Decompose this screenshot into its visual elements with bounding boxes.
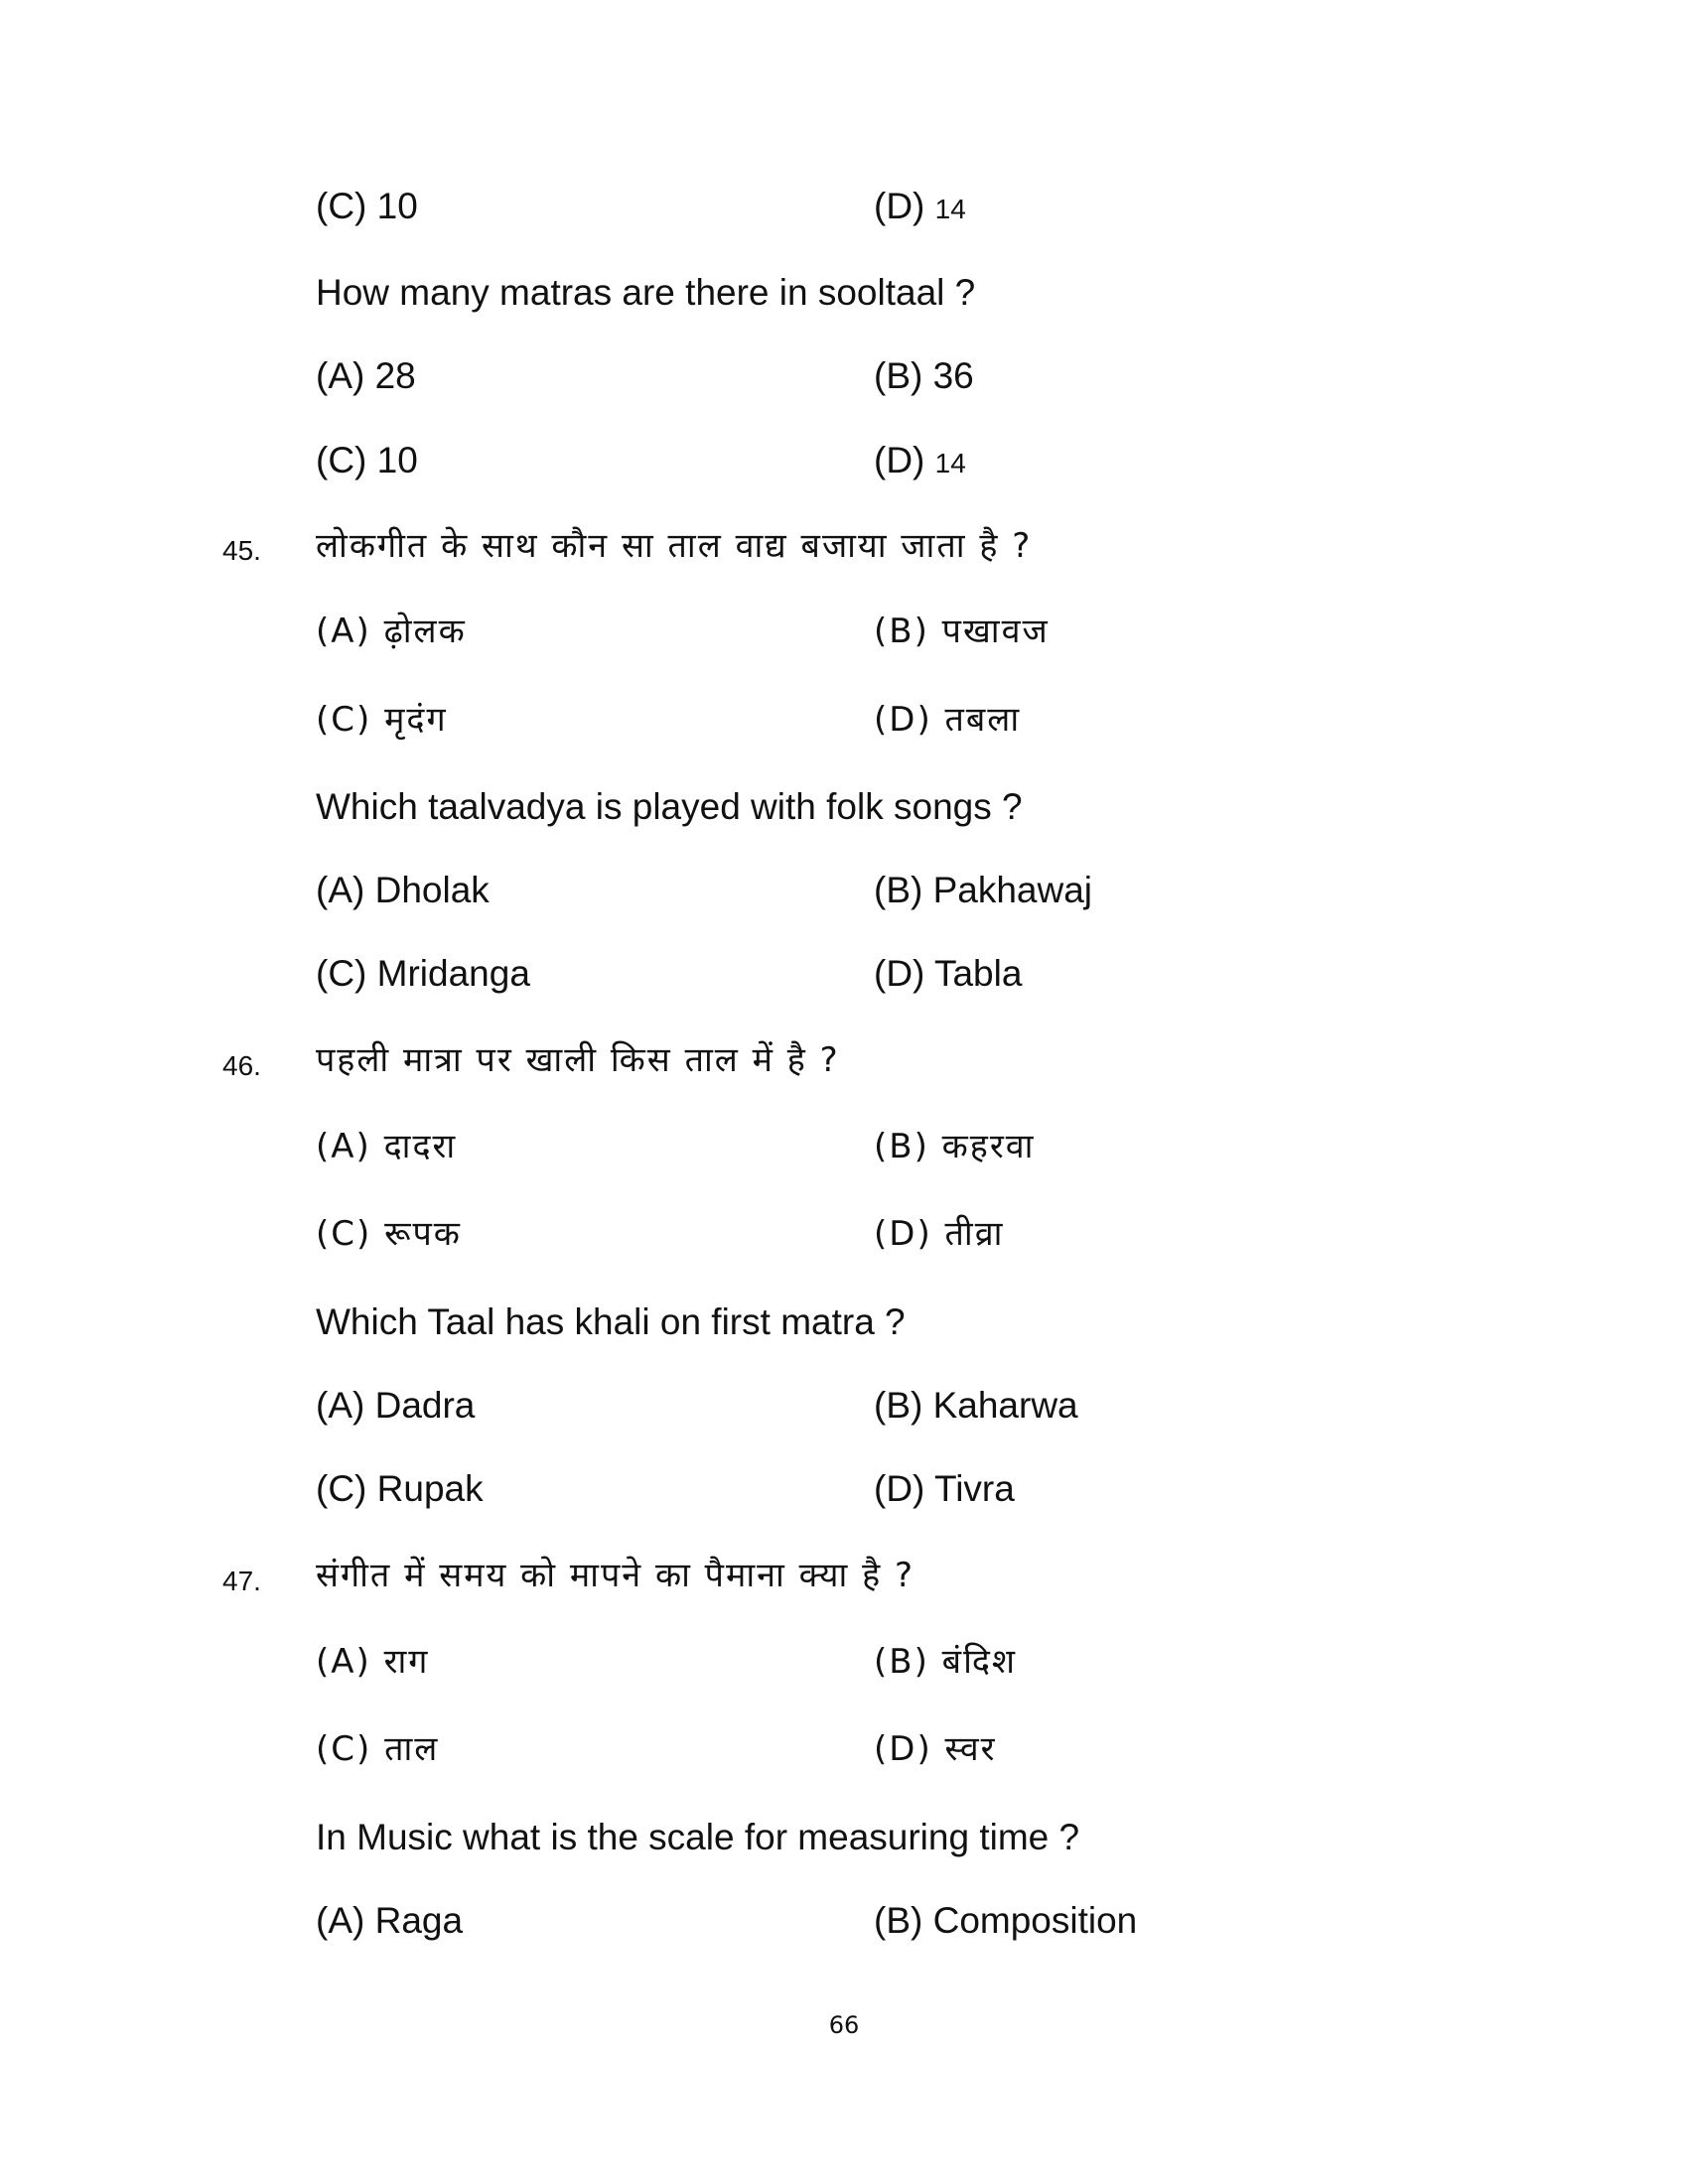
- question-stem-hi: पहली मात्रा पर खाली किस ताल में है ?: [316, 1040, 840, 1080]
- option-d-label: (D): [874, 186, 935, 226]
- option-d: (D) Tabla: [874, 953, 1023, 994]
- option-c: (C) Mridanga: [316, 953, 530, 994]
- question-stem-en: In Music what is the scale for measuring time ?: [316, 1817, 1080, 1857]
- option-d-value: 14: [934, 194, 966, 224]
- option-b-hi: (B) पखावज: [874, 612, 1050, 651]
- question-number: 47.: [222, 1566, 261, 1596]
- option-b: (B) Pakhawaj: [874, 870, 1093, 910]
- option-b: (B) Kaharwa: [874, 1385, 1078, 1426]
- question-stem-hi: लोकगीत के साथ कौन सा ताल वाद्य बजाया जाता है ?: [316, 526, 1033, 566]
- option-a: (A) 28: [316, 355, 416, 396]
- option-d-hi: (D) तबला: [874, 700, 1022, 740]
- option-a: (A) Raga: [316, 1900, 464, 1941]
- question-number: 45.: [222, 535, 261, 566]
- option-c: (C) 10: [316, 186, 418, 226]
- page-number: 66: [828, 2011, 860, 2039]
- option-a-hi: (A) राग: [316, 1642, 430, 1682]
- option-b: (B) 36: [874, 355, 974, 396]
- option-a-hi: (A) दादरा: [316, 1127, 458, 1166]
- question-stem-en: Which Taal has khali on first matra ?: [316, 1301, 906, 1342]
- option-a: (A) Dholak: [316, 870, 490, 910]
- option-b-hi: (B) बंदिश: [874, 1642, 1018, 1682]
- option-c: (C) Rupak: [316, 1468, 484, 1509]
- question-stem-en: Which taalvadya is played with folk songs ?: [316, 786, 1023, 827]
- option-d: (D) Tivra: [874, 1468, 1015, 1509]
- question-number: 46.: [222, 1050, 261, 1081]
- question-stem-en: How many matras are there in sooltaal ?: [316, 272, 976, 313]
- question-stem-hi: संगीत में समय को मापने का पैमाना क्या है ?: [316, 1556, 915, 1595]
- option-c-hi: (C) ताल: [316, 1729, 440, 1769]
- option-b-hi: (B) कहरवा: [874, 1127, 1036, 1166]
- option-c: (C) 10: [316, 440, 418, 480]
- option-c-hi: (C) रूपक: [316, 1214, 462, 1254]
- option-b: (B) Composition: [874, 1900, 1138, 1941]
- option-a-hi: (A) ढ़ोलक: [316, 612, 467, 651]
- option-d-value: 14: [934, 448, 966, 478]
- option-d-hi: (D) तीव्रा: [874, 1214, 1005, 1254]
- option-d-hi: (D) स्वर: [874, 1729, 997, 1769]
- option-d: [874, 439, 966, 485]
- option-a: (A) Dadra: [316, 1385, 476, 1426]
- option-d: [874, 185, 966, 231]
- option-d-label: (D): [874, 440, 935, 480]
- option-c-hi: (C) मृदंग: [316, 700, 448, 740]
